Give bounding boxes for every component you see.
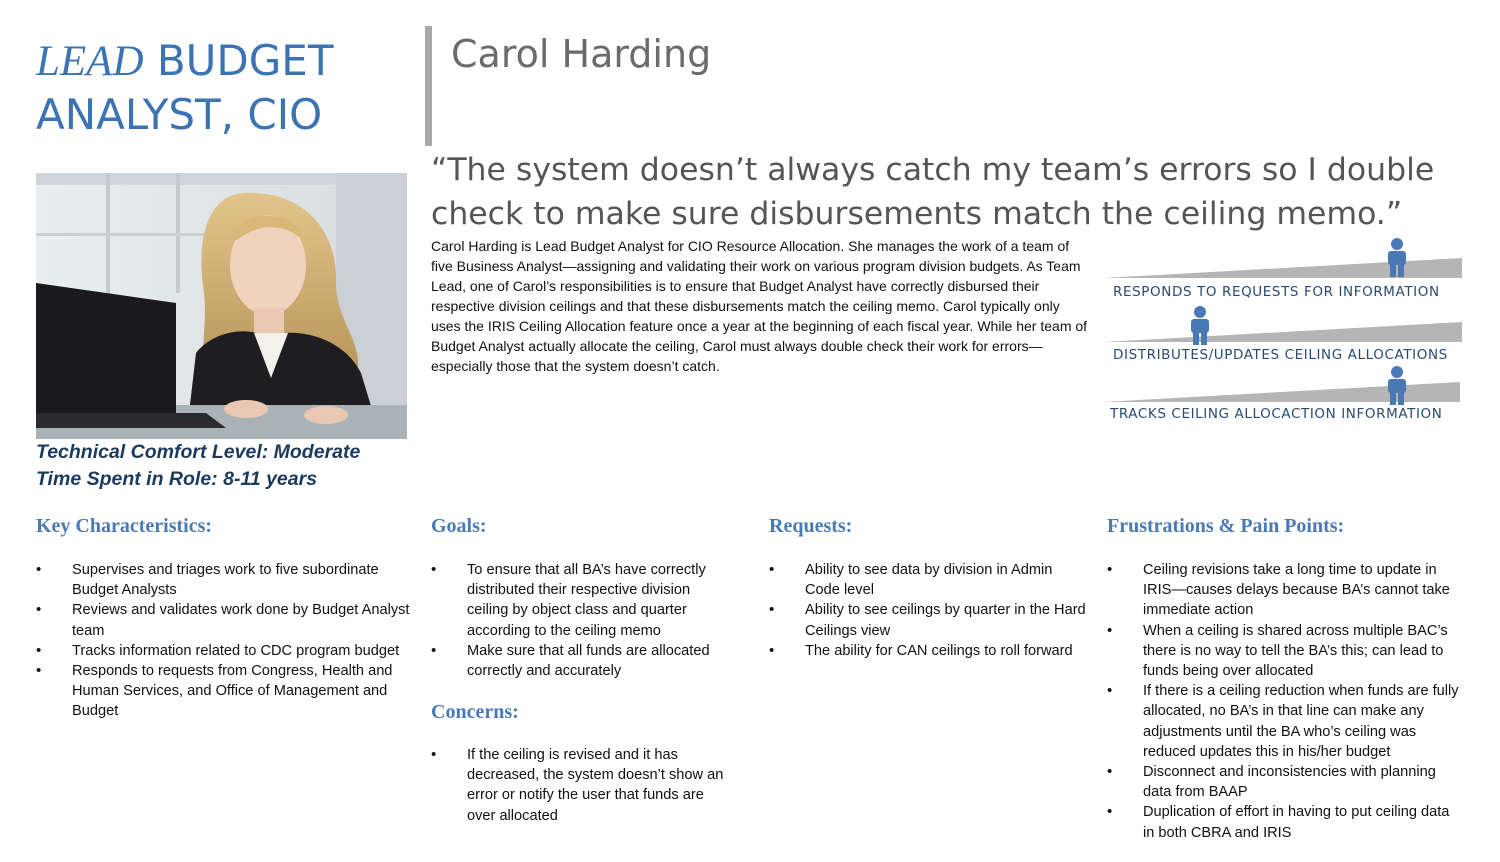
role-title-italic: LEAD [36, 38, 144, 85]
scale-2-wedge [1104, 322, 1464, 344]
scale-2-person-icon [1187, 306, 1213, 346]
scale-3-person-icon [1384, 366, 1410, 406]
key-characteristics-list [36, 560, 414, 722]
scale-3-wedge [1104, 380, 1464, 404]
role-title [36, 34, 416, 141]
scale-1-person-icon [1384, 238, 1410, 278]
scale-3-label: TRACKS CEILING ALLOCACTION INFORMATION [1110, 406, 1443, 422]
persona-bio: Carol Harding is Lead Budget Analyst for CIO Resource Allocation. She manages the work of a team of five Business Analyst—assigning and validating their work on various program division budgets. As Team Lead, one of Carol’s responsibilities is to ensure that Budget Analyst have correctly disbursed their respective division ceilings and that these disbursements match the ceiling memo. Carol typically only uses the IRIS Ceiling Allocation feature once a year at the beginning of each fiscal year. While her team of Budget Analyst actually allocate the ceiling, Carol must always double check their work for errors—especially those that the system doesn’t catch. [431, 238, 1088, 374]
scale-1-wedge [1104, 256, 1464, 280]
role-title-line2: ANALYST, CIO [36, 90, 323, 139]
key-characteristics-heading: Key Characteristics: [36, 515, 213, 537]
title-divider [425, 26, 432, 146]
list-item: • Supervises and triages work to five subordinate Budget Analysts [36, 560, 414, 600]
goals-list [431, 560, 731, 681]
concerns-heading: Concerns: [431, 701, 519, 723]
list-item: • If there is a ceiling reduction when funds are fully allocated, no BA’s in that line can make any adjustments until the BA who’s ceiling was reduced updates this in his/her budget [1107, 681, 1461, 762]
list-item: • Reviews and validates work done by Budget Analyst team [36, 600, 414, 640]
goals-heading: Goals: [431, 515, 487, 537]
technical-comfort-level: Technical Comfort Level: Moderate [36, 441, 361, 463]
persona-photo [36, 173, 407, 439]
list-item: • Duplication of effort in having to put ceiling data in both CBRA and IRIS [1107, 802, 1461, 842]
list-item: • Disconnect and inconsistencies with planning data from BAAP [1107, 762, 1461, 802]
scale-2-label: DISTRIBUTES/UPDATES CEILING ALLOCATIONS [1113, 347, 1448, 363]
concerns-list [431, 745, 731, 826]
list-item: • The ability for CAN ceilings to roll forward [769, 641, 1089, 661]
list-item: • To ensure that all BA’s have correctly distributed their respective division ceiling by object class and quarter according to the ceiling memo [431, 560, 731, 641]
scale-1-label: RESPONDS TO REQUESTS FOR INFORMATION [1113, 284, 1440, 300]
list-item: • Ability to see data by division in Admin Code level [769, 560, 1089, 600]
list-item: • Make sure that all funds are allocated correctly and accurately [431, 641, 731, 681]
list-item: • Ceiling revisions take a long time to update in IRIS—causes delays because BA’s cannot take immediate action [1107, 560, 1461, 621]
activity-scales [1100, 236, 1465, 426]
role-title-line1: BUDGET [156, 36, 334, 85]
list-item: • Responds to requests from Congress, Health and Human Services, and Office of Management and Budget [36, 661, 414, 722]
list-item: • When a ceiling is shared across multiple BAC’s there is no way to tell the BA’s this; can lead to funds being over allocated [1107, 621, 1461, 682]
time-in-role: Time Spent in Role: 8-11 years [36, 468, 318, 490]
persona-quote: “The system doesn’t always catch my team’s errors so I double check to make sure disbursements match the ceiling memo.” [431, 152, 1435, 232]
requests-heading: Requests: [769, 515, 853, 537]
list-item: • If the ceiling is revised and it has decreased, the system doesn’t show an error or notify the user that funds are over allocated [431, 745, 731, 826]
persona-name: Carol Harding [451, 32, 712, 76]
frustrations-list [1107, 560, 1461, 843]
list-item: • Tracks information related to CDC program budget [36, 641, 414, 661]
requests-list [769, 560, 1089, 661]
frustrations-heading: Frustrations & Pain Points: [1107, 515, 1345, 537]
list-item: • Ability to see ceilings by quarter in the Hard Ceilings view [769, 600, 1089, 640]
